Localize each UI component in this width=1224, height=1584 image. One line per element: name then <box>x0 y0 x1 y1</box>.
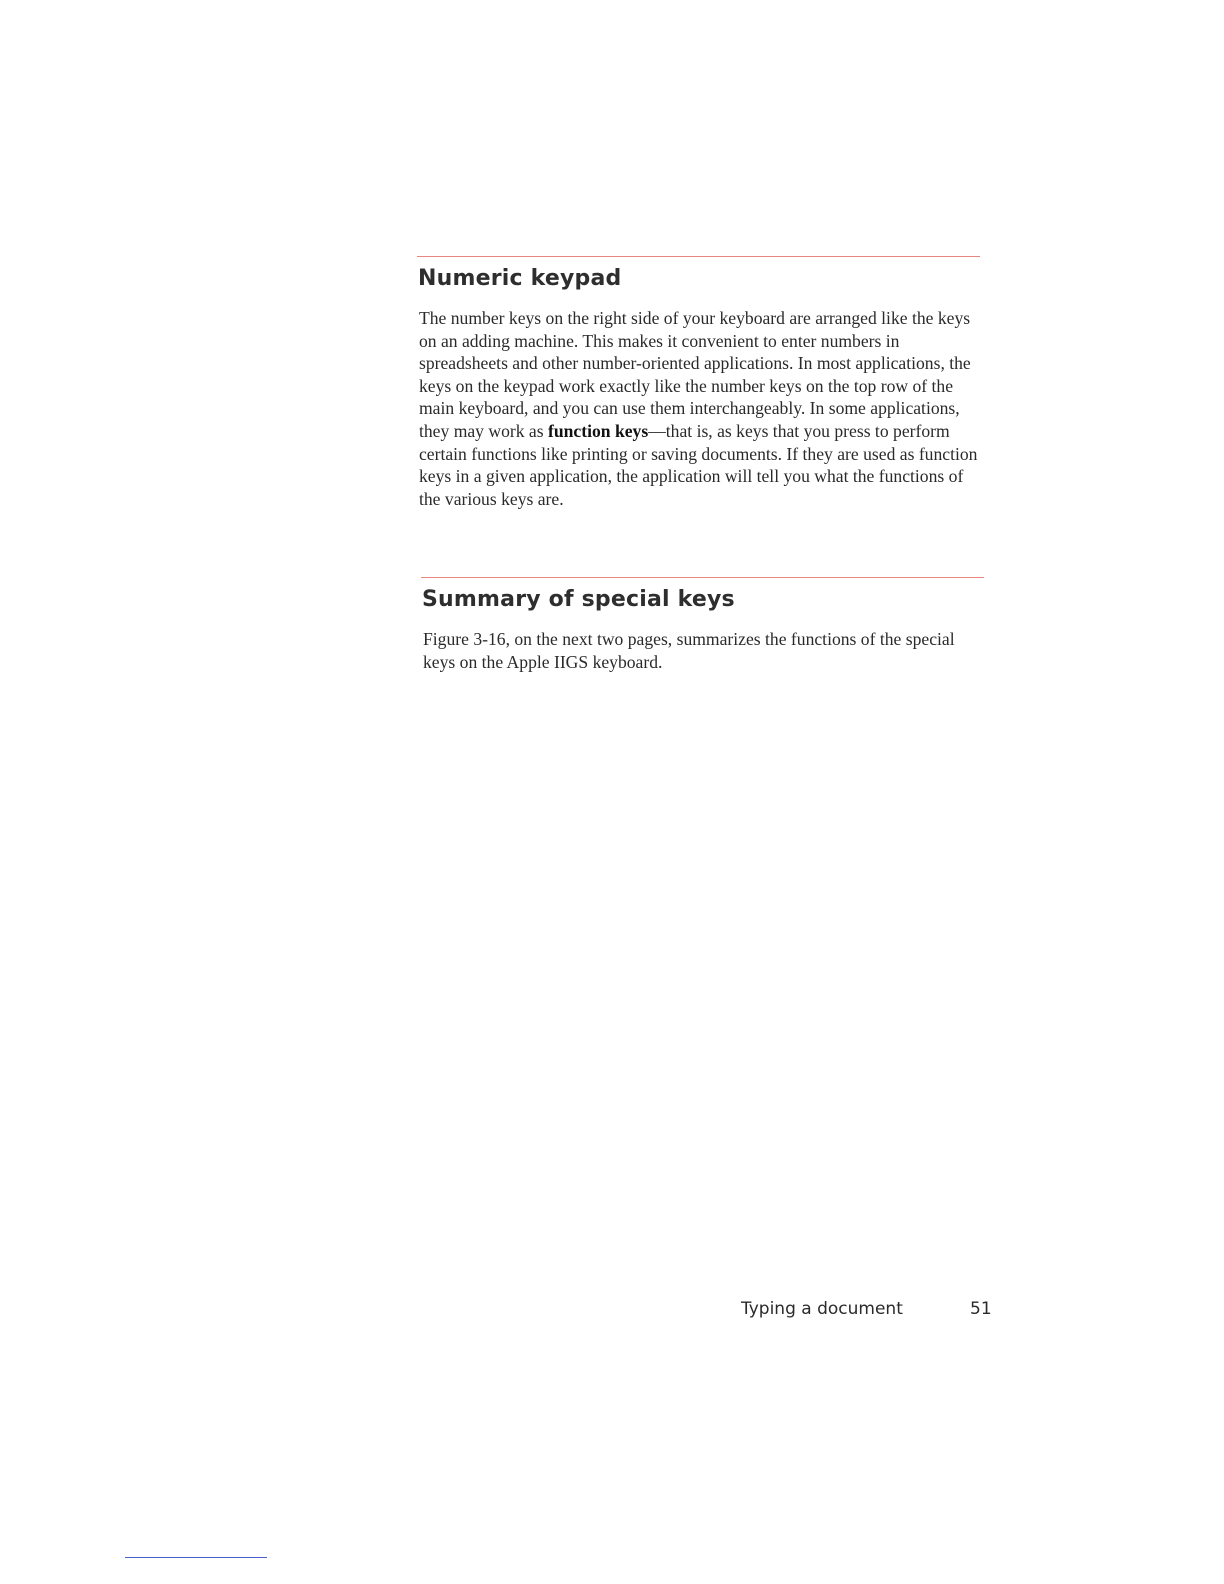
section-rule <box>421 577 984 578</box>
section-summary-special-keys <box>421 577 984 673</box>
footer-page-number: 51 <box>970 1299 992 1319</box>
section-paragraph: Figure 3-16, on the next two pages, summarizes the functions of the special keys on the Apple IIGS keyboard. <box>423 629 955 672</box>
section-numeric-keypad <box>417 256 980 510</box>
section-rule <box>417 256 980 257</box>
section-paragraph <box>419 307 979 510</box>
glossary-term: function keys <box>548 420 649 441</box>
paragraph-text-after: —that is, as keys that you press to perform certain functions like printing or saving documents. If they are used as function keys in a given application, the application will tell you what the functions of the various keys are. <box>419 420 978 509</box>
footer-chapter-title: Typing a document <box>741 1299 903 1319</box>
link-underline <box>125 1557 267 1558</box>
paragraph-text-before: The number keys on the right side of your keyboard are arranged like the keys on an adding machine. This makes it convenient to enter numbers in spreadsheets and other number-oriented applications. In most applications, the keys on the keypad work exactly like the number keys on the top row of the main keyboard, and you can use them interchangeably. In some applications, they may work as <box>419 308 971 441</box>
section-heading: Summary of special keys <box>422 587 735 612</box>
section-heading: Numeric keypad <box>418 266 622 291</box>
